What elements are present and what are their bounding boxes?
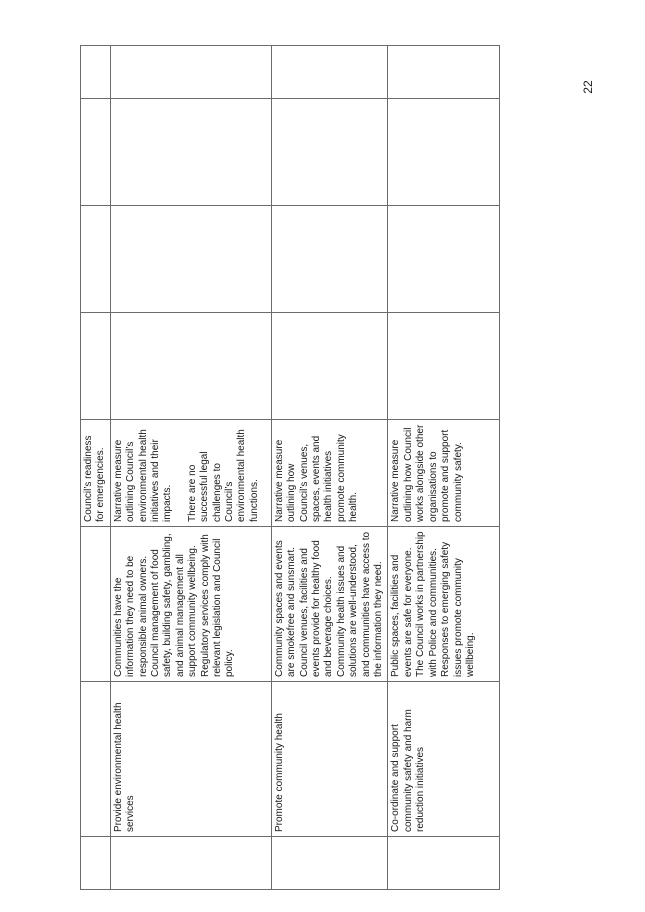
measure-cell: [81, 420, 111, 527]
table-row: [271, 46, 388, 890]
measure-cell: [110, 420, 271, 527]
measure-text: Narrative measure outlining Council’s environmental health initiatives and their impacts.: [112, 429, 174, 522]
table-cell-empty: [271, 206, 388, 313]
measure-cell: [388, 420, 500, 527]
table-cell-empty: [110, 99, 271, 206]
table-cell-empty: [271, 837, 388, 890]
page-number: 22: [581, 80, 595, 94]
table-container: [80, 46, 476, 890]
description-cell: Community spaces and events are smokefree and sunsmart. Council venues, facilities and events provide for healthy food and beverage choices. Community health issues and solutions are well-understood, and communities have access to the information they need.: [271, 527, 388, 682]
table-cell-empty: [81, 837, 111, 890]
description-cell: Public spaces, facilities and events are safe for everyone. The Council works in partnership with Police and communities. Responses to emerging safety issues promote community wellbeing.: [388, 527, 500, 682]
description-cell: Communities have the information they need to be responsible animal owners. Council management of food safety, building safety, gambling, and animal management all support community wellbeing. Regulatory services comply with relevant legislation and Council policy.: [110, 527, 271, 682]
measures-table: [80, 45, 500, 890]
area-cell: [81, 682, 111, 837]
table-cell-empty: [110, 46, 271, 99]
area-cell: Co-ordinate and support community safety and harm reduction initiatives: [388, 682, 500, 837]
table-cell-empty: [388, 46, 500, 99]
measure-extra-text: There are no successful legal challenges to Council’s environmental health functions.: [186, 429, 260, 522]
area-cell: Provide environmental health services: [110, 682, 271, 837]
table-row: [388, 46, 500, 890]
table-cell-empty: [110, 837, 271, 890]
measure-text: Narrative measure outlining how Council’s venues, spaces, events and health initiatives promote community health.: [273, 434, 360, 522]
table-cell-empty: [388, 837, 500, 890]
table-cell-empty: [110, 313, 271, 420]
measure-text: Narrative measure outlining how Council works alongside other organisations to promote and support community safety.: [390, 424, 464, 522]
measure-text: Council’s readiness for emergencies.: [83, 435, 107, 522]
table-row: [110, 46, 271, 890]
table-cell-empty: [388, 206, 500, 313]
table-cell-empty: [81, 99, 111, 206]
table-row: [81, 46, 111, 890]
table-cell-empty: [271, 46, 388, 99]
table-cell-empty: [271, 99, 388, 206]
table-cell-empty: [81, 313, 111, 420]
table-cell-empty: [110, 206, 271, 313]
measure-cell: [271, 420, 388, 527]
table-cell-empty: [81, 206, 111, 313]
area-cell: Promote community health: [271, 682, 388, 837]
table-cell-empty: [388, 313, 500, 420]
table-cell-empty: [81, 46, 111, 99]
table-cell-empty: [388, 99, 500, 206]
table-cell-empty: [271, 313, 388, 420]
description-cell: [81, 527, 111, 682]
